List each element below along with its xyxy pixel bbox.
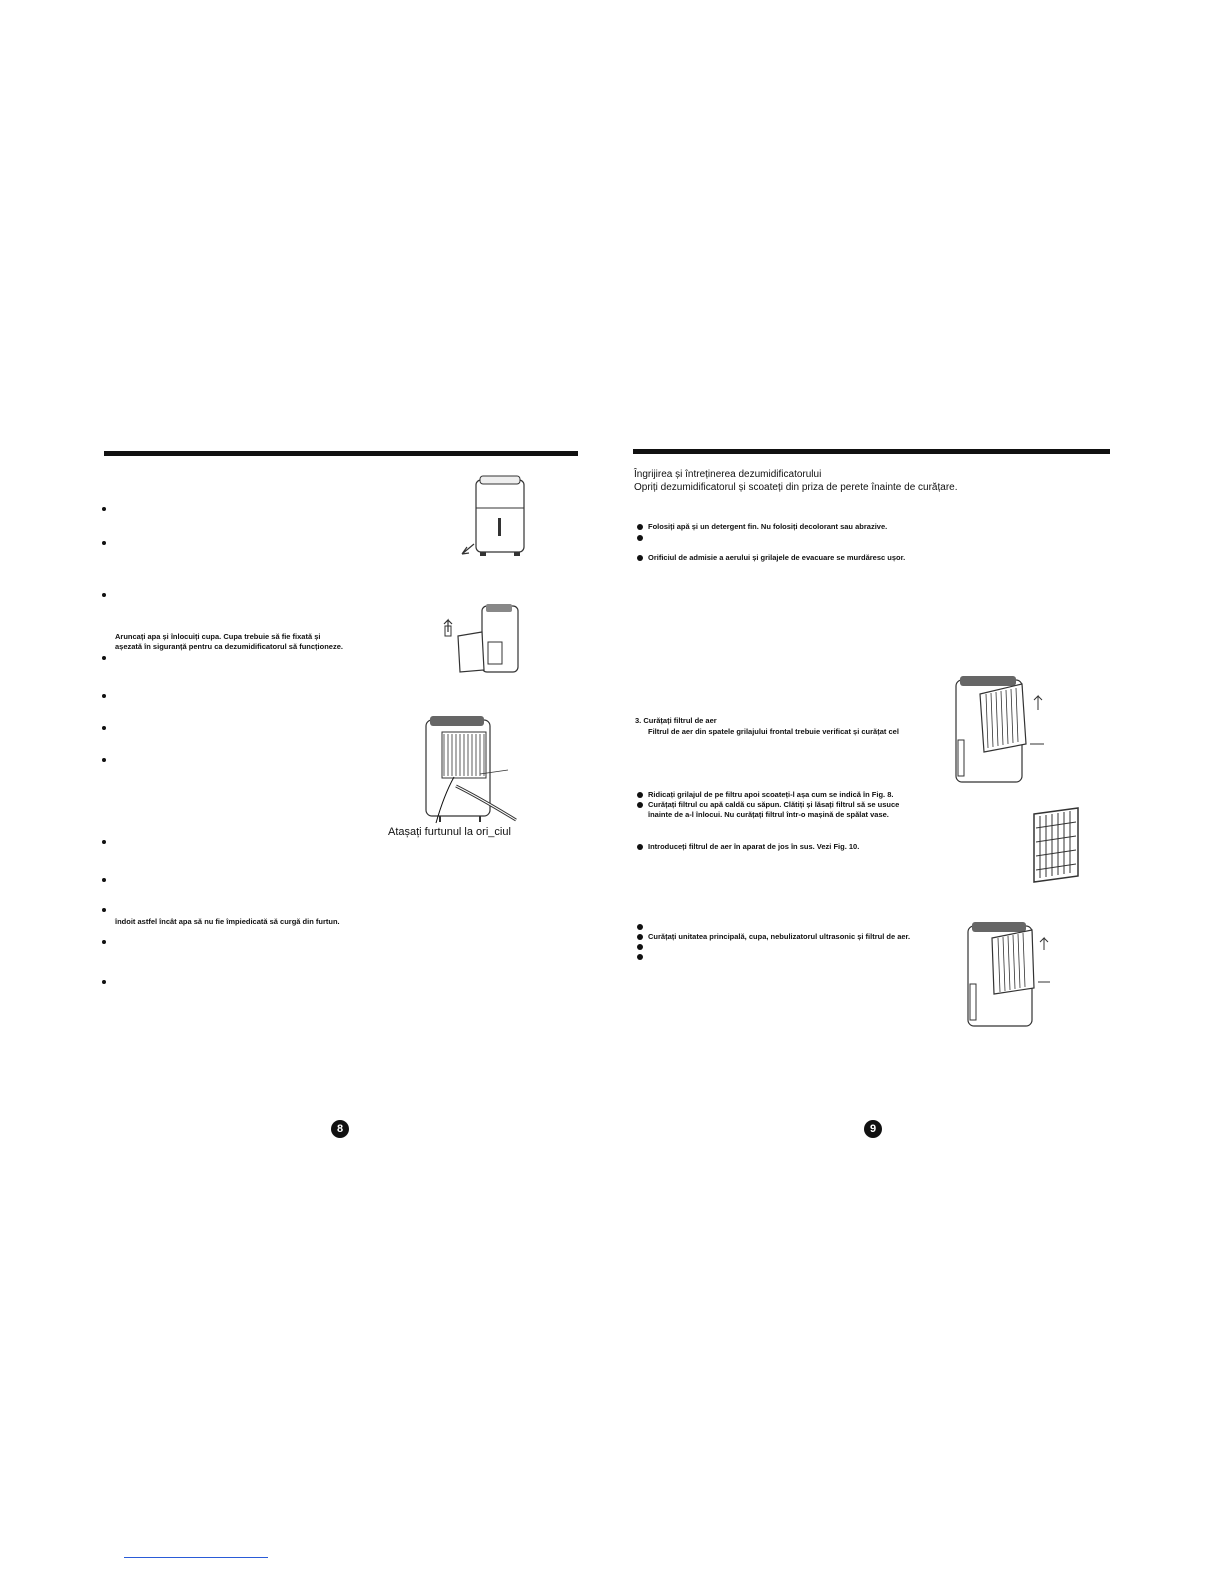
bullet — [102, 694, 106, 698]
wash-filter-bullet-line-2: înainte de a-l înlocui. Nu curățați filtrul într-o mașină de spălat vase. — [648, 810, 889, 819]
left-header-rule — [104, 451, 578, 456]
bucket-note-line-2: așezată în siguranță pentru ca dezumidificatorul să funcționeze. — [115, 642, 343, 651]
clean-unit-bullet: Curățați unitatea principală, cupa, nebulizatorul ultrasonic și filtrul de aer. — [648, 932, 911, 941]
grills-bullet: Orificiul de admisie a aerului și grilajele de evacuare se murdăresc ușor. — [648, 553, 906, 562]
bullet — [637, 944, 643, 950]
bullet — [102, 593, 106, 597]
bullet — [637, 555, 643, 561]
page-number-8: 8 — [331, 1120, 349, 1138]
lift-grill-bullet: Ridicați grilajul de pe filtru apoi scoateți-l așa cum se indică în Fig. 8. — [648, 790, 894, 799]
dehumidifier-remove-bucket-figure — [458, 474, 530, 568]
bullet — [637, 844, 643, 850]
bucket-lift-figure — [438, 602, 524, 678]
hose-note: îndoit astfel încât apa să nu fie împiedicată să curgă din furtun. — [115, 917, 340, 926]
bullet — [102, 908, 106, 912]
detergent-bullet: Folosiți apă și un detergent fin. Nu folosiți decolorant sau abrazive. — [648, 522, 888, 531]
bullet — [637, 934, 643, 940]
bucket-note-line-1: Aruncați apa și înlocuiți cupa. Cupa trebuie să fie fixată și — [115, 632, 321, 641]
bullet — [102, 541, 106, 545]
callout-line — [430, 775, 460, 825]
bullet — [102, 840, 106, 844]
bottom-link-underline — [124, 1557, 268, 1558]
section-subtitle: Opriți dezumidificatorul și scoateți din priza de perete înainte de curățare. — [634, 482, 958, 493]
bullet — [637, 524, 643, 530]
bullet — [102, 758, 106, 762]
bullet — [637, 924, 643, 930]
filter-section-title: 3. Curățați filtrul de aer — [635, 716, 717, 725]
wash-filter-bullet-line-1: Curățați filtrul cu apă caldă cu săpun. Clătiți și lăsați filtrul să se usuce — [648, 800, 900, 809]
filter-removal-figure — [946, 670, 1050, 788]
filter-insertion-figure — [960, 916, 1056, 1032]
bullet — [102, 726, 106, 730]
section-title: Îngrijirea și întreținerea dezumidificatorului — [634, 469, 822, 480]
filter-section-text: Filtrul de aer din spatele grilajului frontal trebuie verificat și curățat cel — [648, 727, 899, 736]
hose-caption: Atașați furtunul la ori_ciul — [388, 826, 511, 838]
bullet — [102, 980, 106, 984]
bullet — [102, 940, 106, 944]
bullet — [102, 656, 106, 660]
bullet — [637, 802, 643, 808]
right-header-rule — [633, 449, 1110, 454]
insert-filter-bullet: Introduceți filtrul de aer în aparat de jos în sus. Vezi Fig. 10. — [648, 842, 860, 851]
page-number-9: 9 — [864, 1120, 882, 1138]
bullet — [637, 954, 643, 960]
bullet — [102, 507, 106, 511]
bullet — [102, 878, 106, 882]
bullet — [637, 535, 643, 541]
bullet — [637, 792, 643, 798]
air-filter-figure — [1030, 806, 1082, 884]
